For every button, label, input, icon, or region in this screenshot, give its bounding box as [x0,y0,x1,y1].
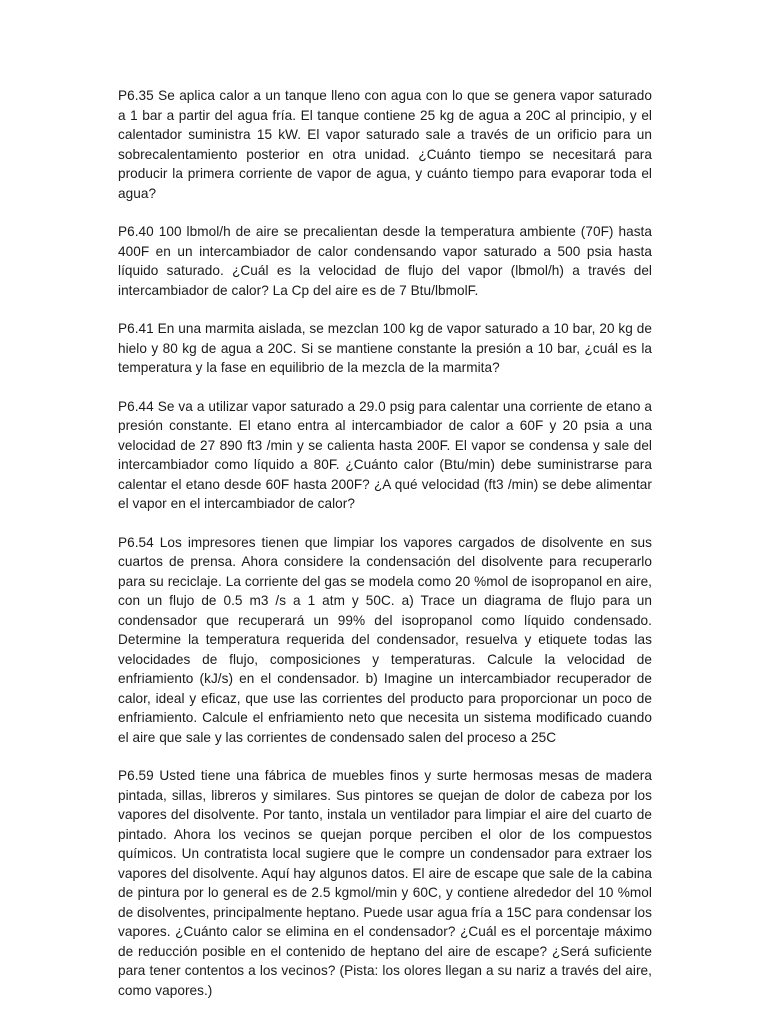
problem-p6-59: P6.59 Usted tiene una fábrica de muebles finos y surte hermosas mesas de madera pintada, sillas, libreros y similares. Sus pintores se quejan de dolor de cabeza por los vapores del disolvente. Por tanto, instala un ventilador para limpiar el aire del cuarto de pintado. Ahora los vecinos se quejan porque perciben el olor de los compuestos químicos. Un contratista local sugiere que le compre un condensador para extraer los vapores del disolvente. Aquí hay algunos datos. El aire de escape que sale de la cabina de pintura por lo general es de 2.5 kgmol/min y 60C, y contiene alrededor del 10 %mol de disolventes, principalmente heptano. Puede usar agua fría a 15C para condensar los vapores. ¿Cuánto calor se elimina en el condensador? ¿Cuál es el porcentaje máximo de reducción posible en el contenido de heptano del aire de escape? ¿Será suficiente para tener contentos a los vecinos? (Pista: los olores llegan a su nariz a través del aire, como vapores.) [118,768,652,998]
problem-p6-35: P6.35 Se aplica calor a un tanque lleno con agua con lo que se genera vapor saturado a 1 bar a partir del agua fría. El tanque contiene 25 kg de agua a 20C al principio, y el calentador suministra 15 kW. El vapor saturado sale a través de un orificio para un sobrecalentamiento posterior en otra unidad. ¿Cuánto tiempo se necesitará para producir la primera corriente de vapor de agua, y cuánto tiempo para evaporar toda el agua? [118,88,652,201]
problem-p6-41: P6.41 En una marmita aislada, se mezclan 100 kg de vapor saturado a 10 bar, 20 kg de hielo y 80 kg de agua a 20C. Si se mantiene constante la presión a 10 bar, ¿cuál es la temperatura y la fase en equilibrio de la mezcla de la marmita? [118,321,652,375]
problem-p6-54: P6.54 Los impresores tienen que limpiar los vapores cargados de disolvente en sus cuartos de prensa. Ahora considere la condensación del disolvente para recuperarlo para su reciclaje. La corriente del gas se modela como 20 %mol de isopropanol en aire, con un flujo de 0.5 m3 /s a 1 atm y 50C. a) Trace un diagrama de flujo para un condensador que recuperará un 99% del isopropanol como líquido condensado. Determine la temperatura requerida del condensador, resuelva y etiquete todas las velocidades de flujo, composiciones y temperaturas. Calcule la velocidad de enfriamiento (kJ/s) en el condensador. b) Imagine un intercambiador recuperador de calor, ideal y eficaz, que use las corrientes del producto para proporcionar un poco de enfriamiento. Calcule el enfriamiento neto que necesita un sistema modificado cuando el aire que sale y las corrientes de condensado salen del proceso a 25C [118,534,652,745]
problem-p6-44: P6.44 Se va a utilizar vapor saturado a 29.0 psig para calentar una corriente de etano a presión constante. El etano entra al intercambiador de calor a 60F y 20 psia a una velocidad de 27 890 ft3 /min y se calienta hasta 200F. El vapor se condensa y sale del intercambiador como líquido a 80F. ¿Cuánto calor (Btu/min) debe suministrarse para calentar el etano desde 60F hasta 200F? ¿A qué velocidad (ft3 /min) se debe alimentar el vapor en el intercambiador de calor? [118,398,652,511]
problem-p6-40: P6.40 100 lbmol/h de aire se precalientan desde la temperatura ambiente (70F) hasta 400F en un intercambiador de calor condensando vapor saturado a 500 psia hasta líquido saturado. ¿Cuál es la velocidad de flujo del vapor (lbmol/h) a través del intercambiador de calor? La Cp del aire es de 7 Btu/lbmolF. [118,224,652,298]
document-page [118,86,652,1019]
